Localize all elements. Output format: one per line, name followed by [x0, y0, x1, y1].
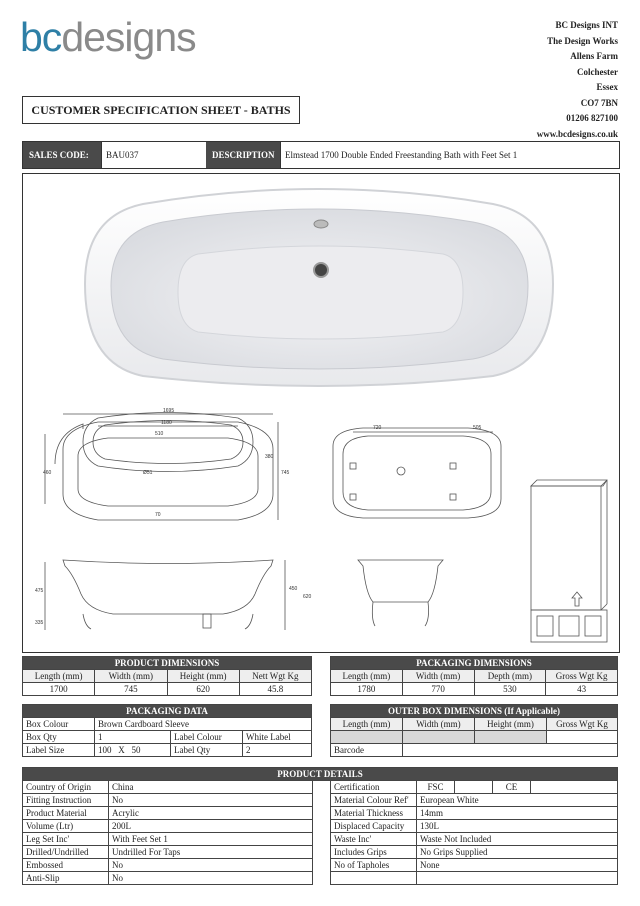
col-header: Depth (mm)	[474, 670, 546, 683]
plan-drawing-labels	[43, 408, 290, 518]
box-colour-label: Box Colour	[23, 718, 95, 731]
dim-label-waste: Ø51	[143, 470, 153, 476]
detail-value: No	[109, 872, 313, 885]
detail-label: Drilled/Undrilled	[23, 846, 109, 859]
col-header: Length (mm)	[331, 670, 403, 683]
dim-label-plan-a: 720	[373, 425, 382, 431]
label-colour-value: White Label	[243, 731, 312, 744]
detail-value: Acrylic	[109, 807, 313, 820]
certification-label: Certification	[331, 781, 417, 794]
detail-value: No	[109, 794, 313, 807]
detail-value: No	[109, 859, 313, 872]
width-value: 745	[95, 683, 167, 696]
detail-label: Volume (Ltr)	[23, 820, 109, 833]
address-line: Essex	[596, 82, 618, 92]
address-line: BC Designs INT	[555, 20, 618, 30]
outer-width-value	[403, 731, 475, 744]
col-header: Width (mm)	[95, 670, 167, 683]
detail-label: Waste Inc'	[331, 833, 417, 846]
dim-label-side-l1: 475	[35, 588, 44, 594]
detail-value: 14mm	[417, 807, 618, 820]
ce-label: CE	[493, 781, 531, 794]
product-dimensions-table	[22, 656, 312, 696]
detail-value: Waste Not Included	[417, 833, 618, 846]
sales-code-value: BAU037	[101, 142, 206, 168]
length-value: 1700	[23, 683, 95, 696]
product-dimensions-title: PRODUCT DIMENSIONS	[23, 657, 312, 670]
sales-code-row	[22, 141, 620, 169]
waste-outlet-icon	[314, 263, 328, 277]
box-qty-label: Box Qty	[23, 731, 95, 744]
dim-label-side-r1: 450	[289, 586, 298, 592]
packaging-dimensions-title: PACKAGING DIMENSIONS	[331, 657, 618, 670]
detail-label: Product Material	[23, 807, 109, 820]
detail-label: Material Colour Ref'	[331, 794, 417, 807]
detail-value: 200L	[109, 820, 313, 833]
detail-label: Embossed	[23, 859, 109, 872]
label-qty-value: 2	[243, 744, 312, 757]
detail-label: Displaced Capacity	[331, 820, 417, 833]
outer-weight-value	[547, 731, 618, 744]
outer-box-title: OUTER BOX DIMENSIONS (If Applicable)	[331, 705, 618, 718]
dim-label-left: 460	[43, 470, 52, 476]
dim-label-bottom: 70	[155, 512, 161, 518]
detail-value: With Feet Set 1	[109, 833, 313, 846]
overflow-icon	[314, 220, 328, 228]
sales-code-label: SALES CODE:	[23, 142, 101, 168]
box-colour-value: Brown Cardboard Sleeve	[95, 718, 312, 731]
detail-value: 130L	[417, 820, 618, 833]
packaging-data-table	[22, 704, 312, 757]
this-way-up-icon	[572, 592, 582, 606]
dim-label-plan-b: 505	[473, 425, 482, 431]
pack-depth-value: 530	[474, 683, 546, 696]
logo-text-bc: bc	[20, 14, 62, 60]
detail-label: Fitting Instruction	[23, 794, 109, 807]
barcode-value	[403, 744, 618, 757]
dim-label-width: 510	[155, 431, 164, 437]
detail-label: No of Tapholes	[331, 859, 417, 872]
address-line: CO7 7BN	[580, 97, 618, 108]
description-label: DESCRIPTION	[206, 142, 280, 168]
col-header: Gross Wgt Kg	[547, 718, 618, 731]
sheet-title: CUSTOMER SPECIFICATION SHEET - BATHS	[22, 96, 300, 124]
dim-label-radius: 380	[265, 454, 274, 460]
detail-value: Undrilled For Taps	[109, 846, 313, 859]
bath-photo	[85, 189, 553, 386]
fsc-value	[455, 781, 493, 794]
feet-plan-drawing	[333, 428, 501, 518]
label-colour-label: Label Colour	[171, 731, 243, 744]
col-header: Length (mm)	[331, 718, 403, 731]
detail-value	[417, 872, 618, 885]
col-header: Width (mm)	[403, 718, 475, 731]
detail-value: No Grips Supplied	[417, 846, 618, 859]
detail-label: Includes Grips	[331, 846, 417, 859]
fsc-label: FSC	[417, 781, 455, 794]
barcode-label: Barcode	[331, 744, 403, 757]
col-header: Width (mm)	[402, 670, 474, 683]
side-elevation-labels	[35, 586, 312, 626]
label-qty-label: Label Qty	[171, 744, 243, 757]
company-address	[537, 18, 618, 142]
brand-logo	[20, 14, 250, 74]
label-size-label: Label Size	[23, 744, 95, 757]
detail-label: Country of Origin	[23, 781, 109, 794]
address-website[interactable]: www.bcdesigns.co.uk	[536, 128, 618, 139]
outer-length-value	[331, 731, 403, 744]
detail-value: China	[109, 781, 313, 794]
col-header: Nett Wgt Kg	[239, 670, 311, 683]
detail-label: Leg Set Inc'	[23, 833, 109, 846]
product-details-table	[22, 767, 618, 885]
detail-value: European White	[417, 794, 618, 807]
packaging-dimensions-table	[330, 656, 618, 696]
pack-length-value: 1780	[331, 683, 403, 696]
col-header: Height (mm)	[167, 670, 239, 683]
col-header: Height (mm)	[475, 718, 547, 731]
height-value: 620	[167, 683, 239, 696]
packaging-box-drawing	[531, 480, 607, 642]
col-header: Gross Wgt Kg	[546, 670, 618, 683]
description-value: Elmstead 1700 Double Ended Freestanding Bath with Feet Set 1	[280, 142, 619, 168]
pack-weight-value: 43	[546, 683, 618, 696]
product-drawings	[23, 174, 619, 652]
label-size-value: 100 X 50	[95, 744, 171, 757]
logo-text-designs: designs	[61, 14, 196, 60]
col-header: Length (mm)	[23, 670, 95, 683]
plan-drawing-dimensions	[45, 413, 278, 523]
box-qty-value: 1	[95, 731, 171, 744]
dim-label-inner: 1180	[161, 420, 172, 426]
dim-label-side-r2: 620	[303, 594, 312, 600]
dim-label-height: 745	[281, 470, 290, 476]
detail-value: None	[417, 859, 618, 872]
address-line: Colchester	[577, 66, 618, 77]
product-details-title: PRODUCT DETAILS	[23, 768, 618, 781]
address-phone: 01206 827100	[566, 113, 618, 123]
end-elevation-drawing	[358, 560, 443, 626]
product-images-panel	[22, 173, 620, 653]
side-elevation-drawing	[45, 560, 285, 630]
dim-label-length: 1695	[163, 408, 175, 414]
ce-value	[531, 781, 618, 794]
address-line: Allens Farm	[570, 51, 618, 61]
outer-height-value	[475, 731, 547, 744]
detail-label: Material Thickness	[331, 807, 417, 820]
detail-label	[331, 872, 417, 885]
detail-label: Anti-Slip	[23, 872, 109, 885]
weight-value: 45.8	[239, 683, 311, 696]
packaging-data-title: PACKAGING DATA	[23, 705, 312, 718]
pack-width-value: 770	[402, 683, 474, 696]
address-line: The Design Works	[547, 35, 618, 46]
dim-label-side-l2: 335	[35, 620, 44, 626]
outer-box-table	[330, 704, 618, 757]
